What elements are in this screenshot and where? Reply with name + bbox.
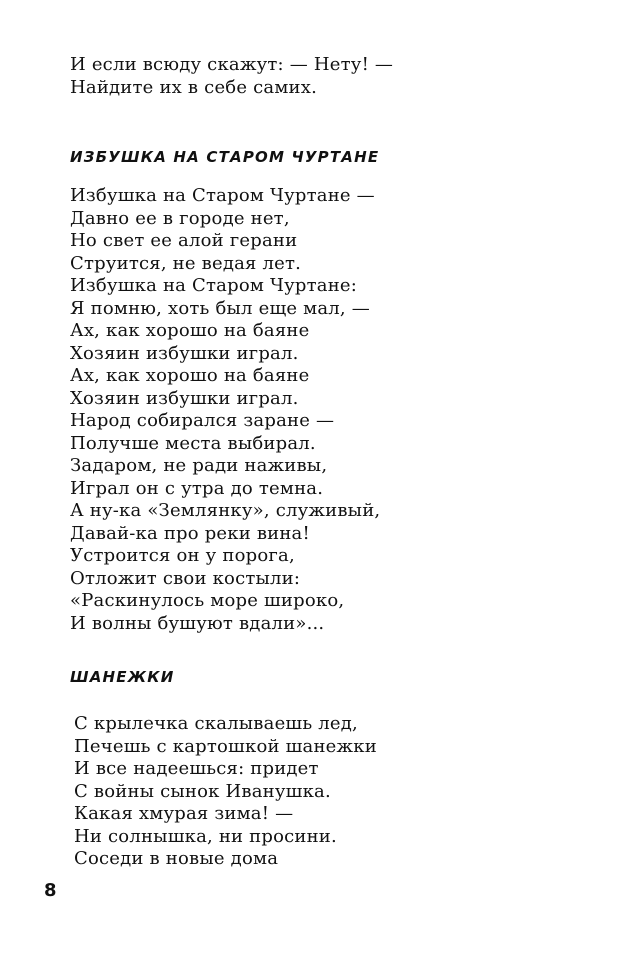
poem-line: И волны бушуют вдали»... — [70, 612, 325, 634]
poem-line: Струится, не ведая лет. — [70, 252, 302, 274]
poem-line: Ах, как хорошо на баяне — [70, 365, 310, 386]
poem-line: Задаром, не ради наживы, — [70, 455, 328, 476]
poem-line: Ни солнышка, ни просини. — [74, 825, 337, 847]
poem-line: Хозяин избушки играл. — [70, 342, 299, 364]
poem-line: Я помню, хоть был еще мал, — — [70, 297, 370, 319]
poem-line: Найдите их в себе самих. — [70, 76, 317, 98]
poem-title-izbushka: ИЗБУШКА НА СТАРОМ ЧУРТАНЕ — [70, 148, 380, 166]
page-number: 8 — [44, 880, 57, 901]
poem-line: Какая хмурая зима! — — [74, 803, 294, 824]
poem-line: Хозяин избушки играл. — [70, 387, 299, 409]
poem-line: И если всюду скажут: — Нету! — — [70, 54, 394, 75]
poem-line: Получше места выбирал. — [70, 432, 316, 454]
poem-shanezhki — [74, 713, 377, 871]
poem-line: Избушка на Старом Чуртане: — [70, 275, 358, 296]
poem-line: Но свет ее алой герани — [70, 230, 298, 251]
poem-line: И все надеешься: придет — [74, 758, 319, 779]
poem-line: Народ собирался заране — — [70, 410, 335, 431]
poem-line: Соседи в новые дома — [74, 848, 279, 869]
poem-line: А ну-ка «Землянку», служивый, — [70, 500, 381, 521]
poem-line: С крылечка скалываешь лед, — [74, 713, 358, 734]
poem-line: Печешь с картошкой шанежки — [74, 735, 377, 757]
poem-line: Играл он с утра до темна. — [70, 477, 324, 499]
poem-line: Избушка на Старом Чуртане — — [70, 185, 375, 206]
poem-line: Отложит свои костыли: — [70, 567, 301, 589]
poem-line: Давай-ка про реки вина! — [70, 522, 310, 544]
poem-line: «Раскинулось море широко, — [70, 590, 345, 611]
intro-stanza — [70, 54, 393, 99]
poem-line: Устроится он у порога, — [70, 545, 295, 566]
poem-line: Ах, как хорошо на баяне — [70, 320, 310, 341]
poem-line: С войны сынок Иванушка. — [74, 780, 331, 802]
poem-title-shanezhki: ШАНЕЖКИ — [70, 668, 175, 686]
poem-line: Давно ее в городе нет, — [70, 207, 290, 229]
poem-izbushka — [70, 185, 380, 635]
